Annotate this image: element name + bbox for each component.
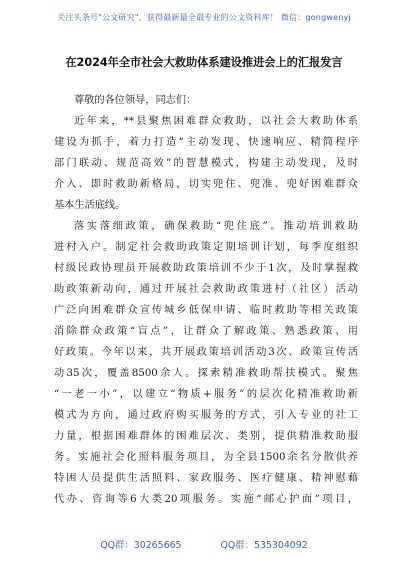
body-line: 建设为抓手，着力打造“主动发现、快速响应、精简程序 xyxy=(54,137,358,148)
body-line: 助政策新动向，通过开展社会救助政策进村（社区）活动 xyxy=(54,284,358,295)
body-line: 村级民政协理员开展救助政策培训不少于1次，及时掌握救 xyxy=(54,263,358,274)
header-note: 关注头条号"公文研究"，获得最新最全最专业的公文资料库！ 微信：gongwenyj xyxy=(57,13,351,22)
body-line: 落实落细政策，确保救助“兜住底”。推动培训救助 xyxy=(74,221,358,232)
body-line: 近年来，**县聚焦困难群众救助，以社会大救助体系 xyxy=(74,116,358,127)
qq-group-2: QQ群：535304092 xyxy=(220,540,308,551)
body-line: 务。实施社会化照料服务项目，为全县1500余名分散供养 xyxy=(54,452,358,463)
body-line: 介入、即时救助新格局，切实兜住、兜准、兜好困难群众 xyxy=(54,179,358,190)
body-line: 广泛向困难群众宣传城乡低保申请、临时救助等相关政策 xyxy=(54,305,358,316)
body-line: 力量，根据困难群体的困难层次、类别，提供精准救助服 xyxy=(54,431,358,442)
body-line: 进村入户。制定社会救助政策定期培训计划，每季度组织 xyxy=(54,242,358,253)
body-line: “一老一小”，以建立“物质+服务”的层次化精准救助新 xyxy=(54,389,358,400)
body-line: 消除群众政策“盲点”，让群众了解政策、熟悉政策、用 xyxy=(54,326,358,337)
body-line: 特困人员提供生活照料、家政服务、医疗健康、精神慰藉 xyxy=(54,473,358,484)
body-line: 动35次，覆盖8500余人。探索精准救助帮扶模式。聚焦 xyxy=(54,368,358,379)
qq-group-1: QQ群：30265665 xyxy=(100,540,182,551)
body-line: 模式为方向，通过政府购买服务的方式，引入专业的社工 xyxy=(54,410,358,421)
document-title: 在2024年全市社会大救助体系建设推进会上的汇报发言 xyxy=(65,56,343,69)
footer xyxy=(0,537,408,551)
body-line: 好政策。今年以来，共开展政策培训活动3次、政策宣传活 xyxy=(54,347,358,358)
document-body xyxy=(54,90,358,510)
body-line: 部门联动、规范高效”的智慧模式，构建主动发现，及时 xyxy=(54,158,358,169)
body-line: 代办、咨询等6大类20项服务。实施“邮心护面”项目， xyxy=(54,494,358,505)
body-line: 基本生活底线。 xyxy=(54,200,126,211)
salutation-line: 尊敬的各位领导，同志们： xyxy=(74,95,197,106)
